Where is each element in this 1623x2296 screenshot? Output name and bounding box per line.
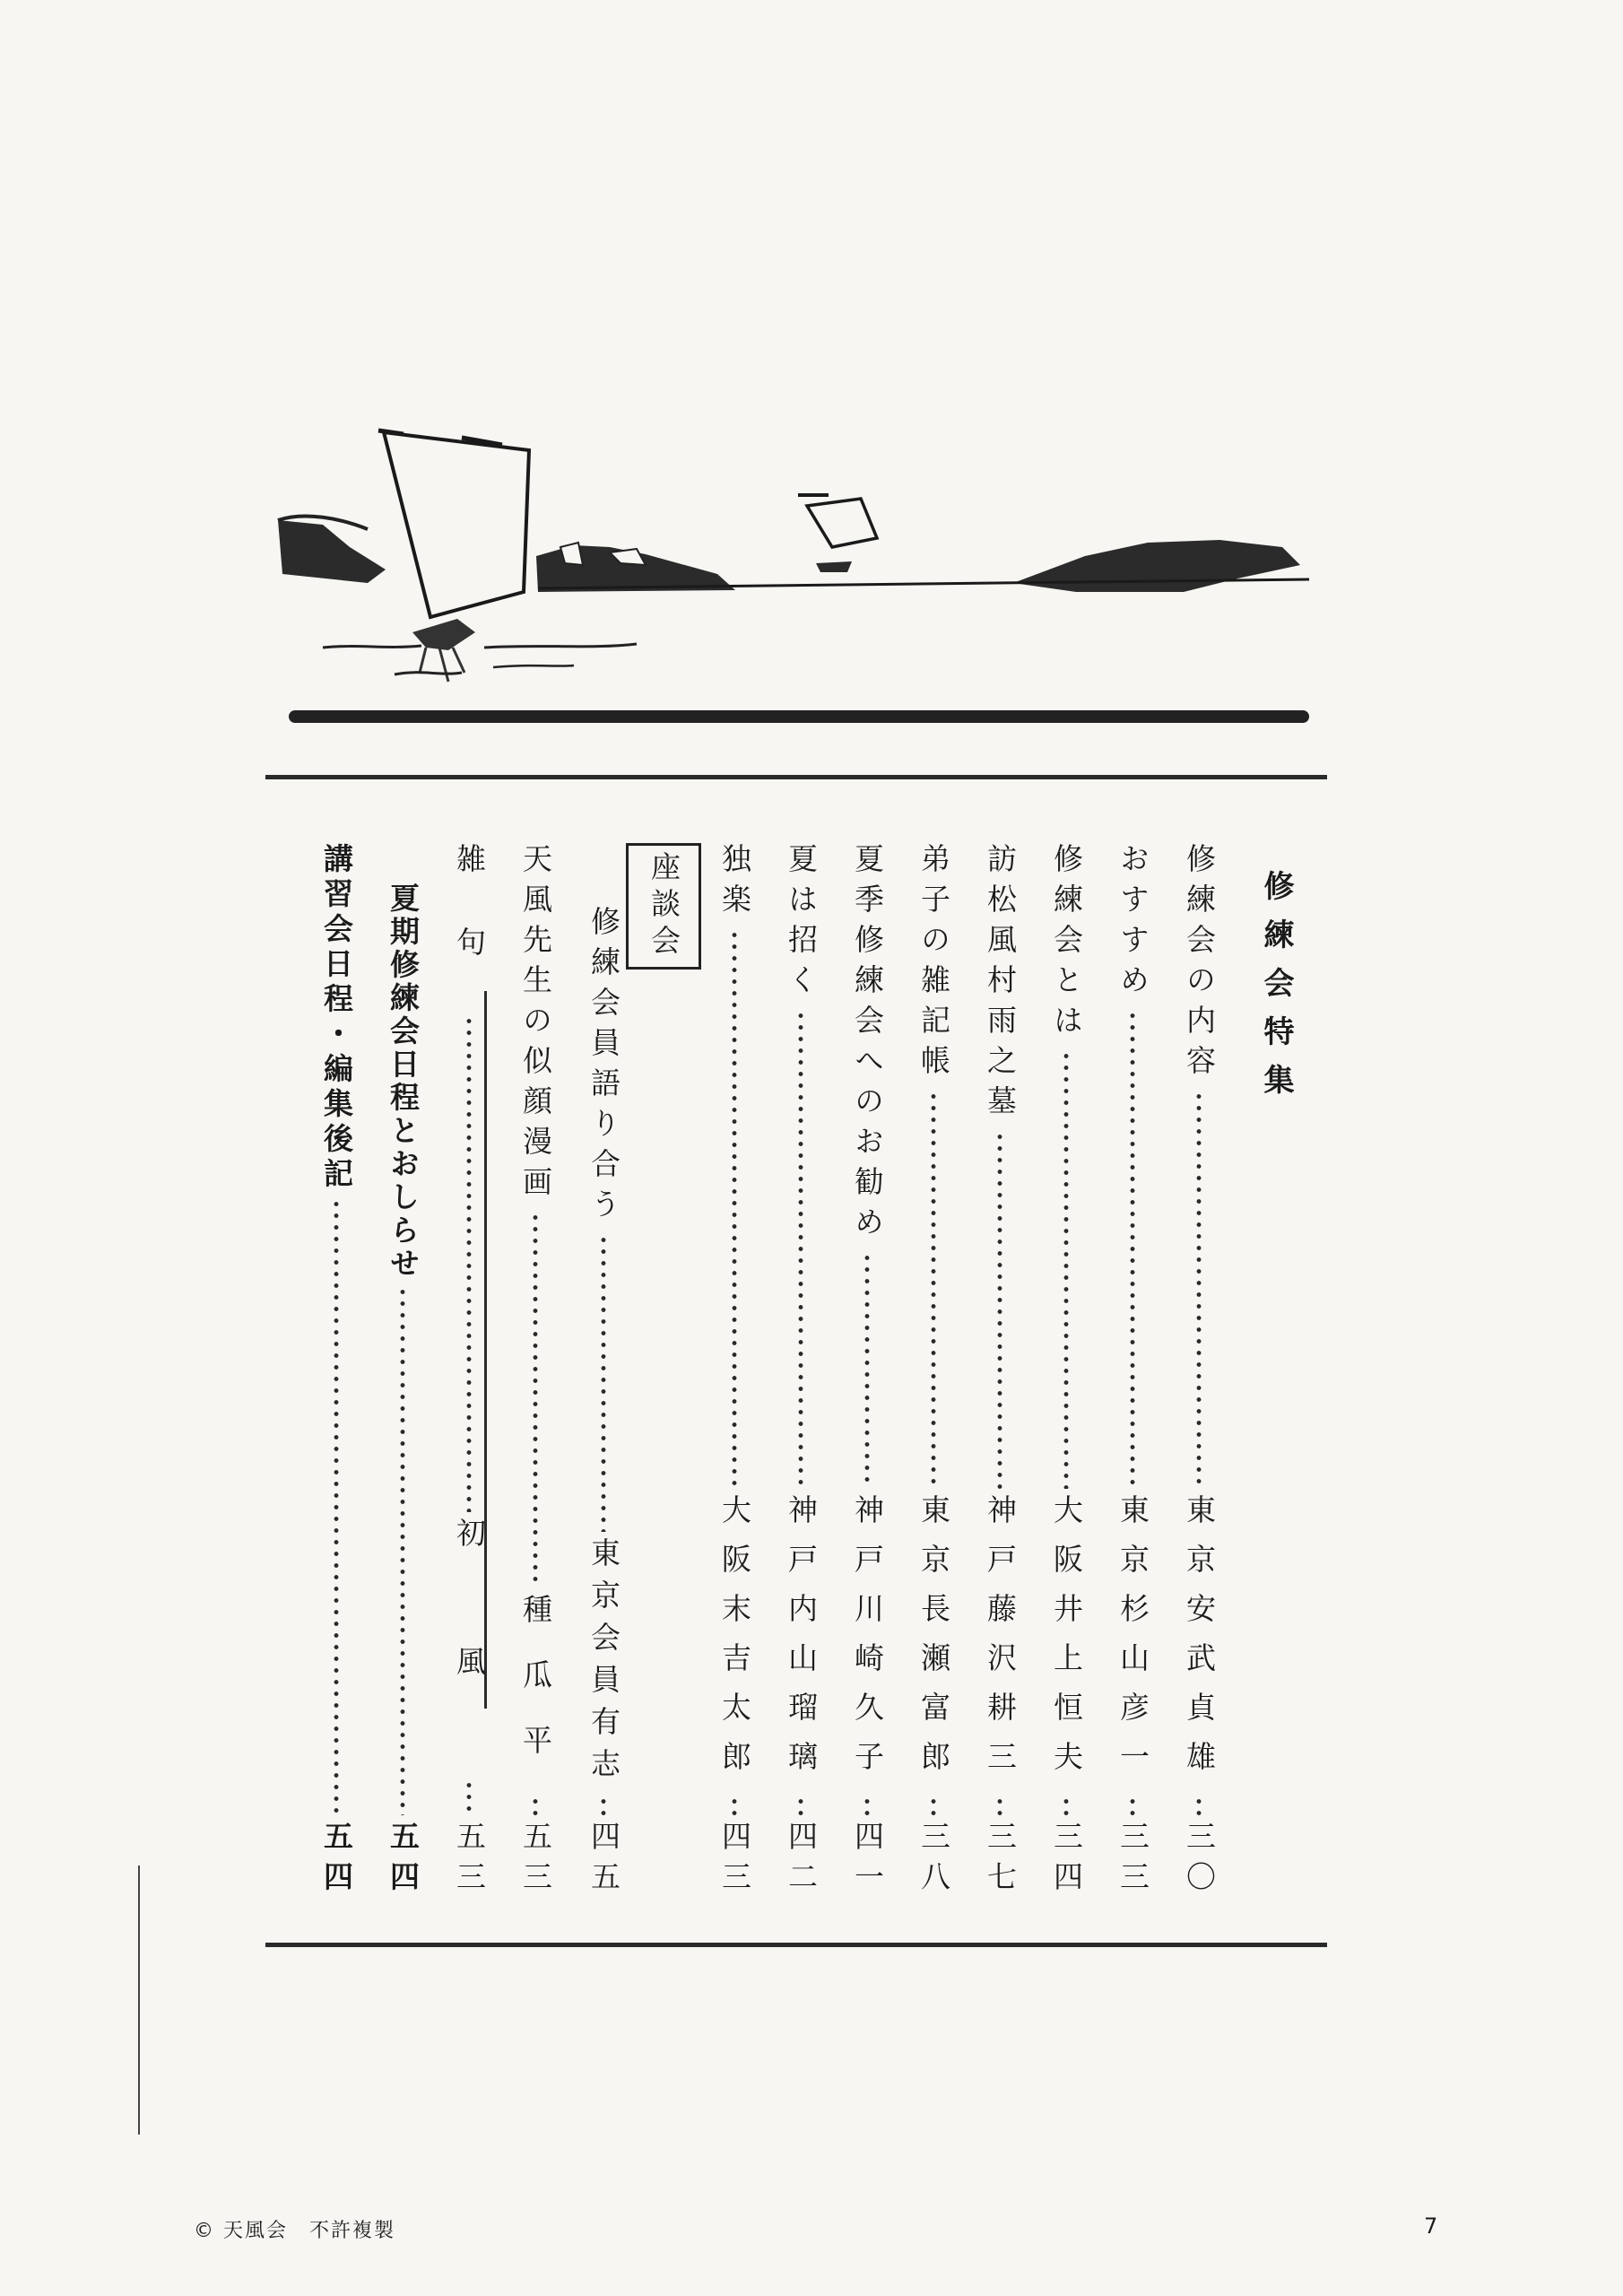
zadankai-block: [568, 843, 701, 1901]
entry-page: 三〇: [1182, 1821, 1217, 1901]
toc-entry: [369, 883, 436, 1901]
entry-page: 四五: [586, 1821, 621, 1901]
entry-author: 初風: [452, 1518, 487, 1774]
entry-page: 三七: [983, 1821, 1018, 1901]
dot-leader: [996, 1796, 1003, 1815]
dot-leader: [864, 1796, 871, 1815]
dot-leader: [1195, 1091, 1202, 1489]
entry-page: 四一: [850, 1821, 885, 1901]
toc-entry: [701, 843, 768, 1901]
entry-title: 修練会員語り合う: [586, 906, 621, 1229]
entry-title: 講習会日程・編集後記: [319, 843, 354, 1193]
dot-leader: [996, 1131, 1003, 1489]
toc-heading: 修練会特集: [1258, 870, 1294, 1112]
dot-leader: [731, 1796, 738, 1815]
entry-author: 神戸藤沢耕三: [983, 1494, 1018, 1790]
entry-page: 五四: [319, 1821, 354, 1901]
divider-top: [265, 775, 1327, 779]
toc-entry: [303, 843, 369, 1901]
entry-page: 五三: [452, 1821, 487, 1901]
dot-leader: [532, 1796, 539, 1815]
dot-leader: [1063, 1050, 1070, 1489]
toc-entry: [967, 843, 1033, 1901]
dot-leader: [465, 1779, 473, 1815]
margin-line: [138, 1866, 140, 2135]
dot-leader: [532, 1212, 539, 1588]
table-of-contents: [278, 843, 1309, 1901]
page-number: 7: [1424, 2213, 1438, 2239]
dot-leader: [600, 1234, 607, 1532]
entry-title: 夏季修練会へのお勧め: [850, 843, 885, 1247]
entry-author: 種瓜平: [518, 1594, 553, 1790]
toc-entry: [1033, 843, 1099, 1901]
entry-title: 雑句: [452, 843, 487, 1010]
ink-divider-thick: [289, 710, 1309, 723]
toc-entry-zadankai: [568, 843, 701, 1901]
dot-leader: [930, 1796, 937, 1815]
entry-page: 四三: [717, 1821, 752, 1901]
entry-author: 東京会員有志: [586, 1537, 621, 1790]
toc-entry: [834, 843, 900, 1901]
zadankai-label: 座談会: [626, 843, 701, 970]
divider-bottom: [265, 1943, 1327, 1947]
dot-leader: [399, 1286, 406, 1815]
entry-page: 三三: [1115, 1821, 1150, 1901]
toc-entry: [1099, 843, 1166, 1901]
entry-author: 東京杉山彦一: [1115, 1494, 1150, 1790]
entry-author: 大阪井上恒夫: [1049, 1494, 1084, 1790]
entry-page: 五三: [518, 1821, 553, 1901]
toc-entry: [436, 843, 502, 1901]
toc-entry: [900, 843, 967, 1901]
entry-author: 神戸川崎久子: [850, 1494, 885, 1790]
dot-leader: [600, 1796, 607, 1815]
dot-leader: [797, 1010, 804, 1489]
entry-page: 五四: [386, 1821, 421, 1901]
sailboat-illustration: [269, 413, 1318, 735]
dot-leader: [797, 1796, 804, 1815]
entry-author: 神戸内山瑠璃: [784, 1494, 819, 1790]
entry-author: 大阪末吉太郎: [717, 1494, 752, 1790]
toc-entry: [1166, 843, 1232, 1901]
entry-title: 修練会の内容: [1182, 843, 1217, 1085]
entry-author: 東京長瀬富郎: [916, 1494, 951, 1790]
entry-page: 三八: [916, 1821, 951, 1901]
entry-title: 訪松風村雨之墓: [983, 843, 1018, 1126]
entry-title: 修練会とは: [1049, 843, 1084, 1045]
entry-title: 夏期修練会日程とおしらせ: [386, 883, 421, 1281]
entry-title: 独楽: [717, 843, 752, 924]
entry-author: 東京安武貞雄: [1182, 1494, 1217, 1790]
toc-entry: [768, 843, 834, 1901]
dot-leader: [930, 1091, 937, 1489]
entry-title: 弟子の雑記帳: [916, 843, 951, 1085]
dot-leader: [864, 1252, 871, 1489]
entry-title: おすすめ: [1115, 843, 1150, 1004]
dot-leader: [731, 929, 738, 1489]
toc-entry: [502, 843, 568, 1901]
copyright-notice: © 天風会 不許複製: [194, 2220, 395, 2242]
entry-page: 四二: [784, 1821, 819, 1901]
dot-leader: [1129, 1796, 1136, 1815]
entry-title: 夏は招く: [784, 843, 819, 1004]
dot-leader: [1129, 1010, 1136, 1489]
entry-page: 三四: [1049, 1821, 1084, 1901]
zadankai-label-row: [638, 843, 701, 1901]
zadankai-row: [568, 843, 638, 1901]
dot-leader: [1063, 1796, 1070, 1815]
dot-leader: [1195, 1796, 1202, 1815]
dot-leader: [333, 1198, 340, 1815]
entry-title: 天風先生の似顔漫画: [518, 843, 553, 1206]
dot-leader: [465, 1015, 473, 1512]
